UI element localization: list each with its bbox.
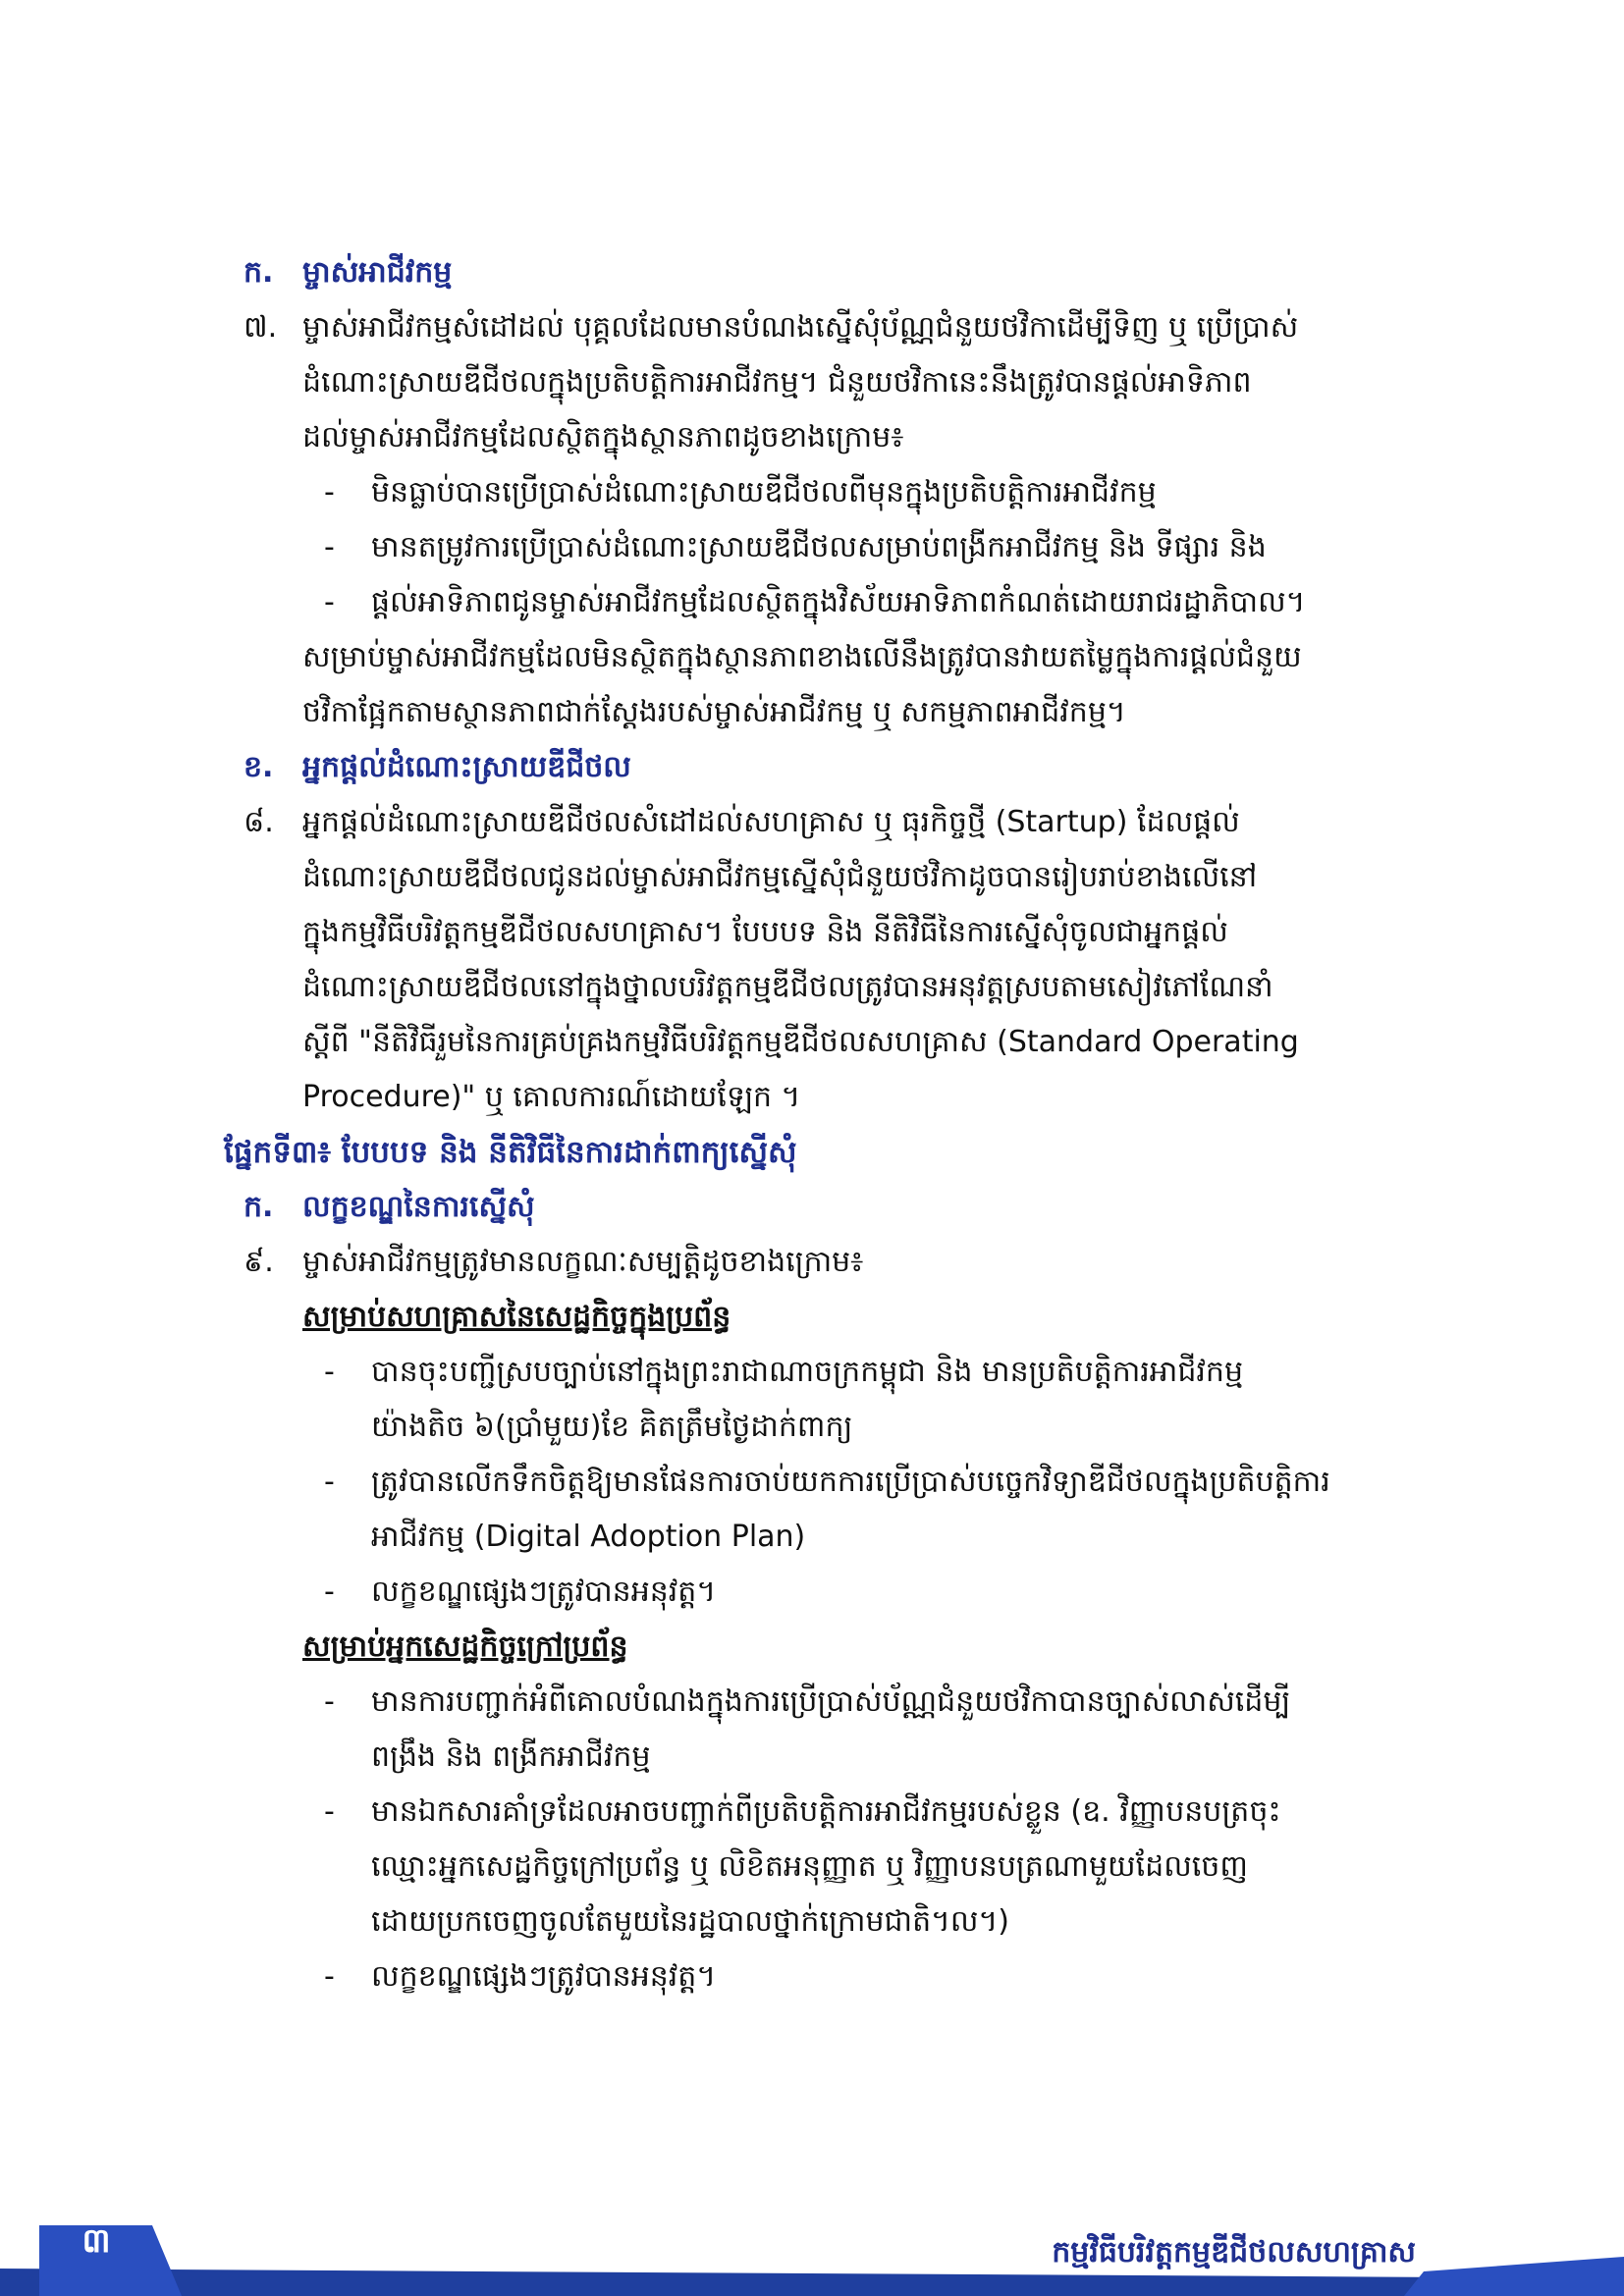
item-marker: ក. (244, 255, 274, 290)
line-text: មិនធ្លាប់បានប្រើប្រាស់ដំណោះស្រាយឌីជីថលពីមុនក្នុងប្រតិបត្តិការអាជីវកម្ម (371, 475, 1157, 509)
item-marker: ៨. (244, 805, 274, 839)
line-text: ស្តីពី "នីតិវិធីរួមនៃការគ្រប់គ្រងកម្មវិធីបរិវត្តកម្មឌីជីថលសហគ្រាស (Standard Operating (302, 1025, 1299, 1059)
document-body (224, 245, 1392, 2004)
line-text: អាជីវកម្ម (Digital Adoption Plan) (371, 1520, 806, 1554)
section-heading (244, 1180, 1392, 1235)
paragraph-line (244, 685, 1392, 740)
item-marker: ក. (244, 1190, 274, 1224)
paragraph-line (244, 1015, 1392, 1070)
numbered-paragraph (244, 795, 1392, 850)
line-text: បានចុះបញ្ជីស្របច្បាប់នៅក្នុងព្រះរាជាណាចក្រកម្ពុជា និង មានប្រតិបត្តិការអាជីវកម្ម (371, 1355, 1244, 1389)
line-text: ដល់ម្ចាស់អាជីវកម្មដែលស្ថិតក្នុងស្ថានភាពដូចខាងក្រោម៖ (302, 420, 904, 454)
line-text: សម្រាប់ម្ចាស់អាជីវកម្មដែលមិនស្ថិតក្នុងស្ថានភាពខាងលើនឹងត្រូវបានវាយតម្លៃក្នុងការផ្តល់ជំនួយ (302, 640, 1302, 674)
line-text: ដំណោះស្រាយឌីជីថលនៅក្នុងថ្នាលបរិវត្តកម្មឌីជីថលត្រូវបានអនុវត្តស្របតាមសៀវភៅណែនាំ (302, 970, 1273, 1004)
line-text: ថវិកាផ្អែកតាមស្ថានភាពជាក់ស្តែងរបស់ម្ចាស់អាជីវកម្ម ឬ សកម្មភាពអាជីវកម្ម។ (302, 695, 1126, 729)
bullet-item (244, 575, 1392, 630)
bullet-marker: - (324, 1684, 335, 1719)
line-text: មានការបញ្ជាក់អំពីគោលបំណងក្នុងការប្រើប្រាស់ប័ណ្ណជំនួយថវិកាបានច្បាស់លាស់ដើម្បី (371, 1684, 1291, 1719)
page-number: ៣ (81, 2221, 111, 2261)
line-text: ដំណោះស្រាយឌីជីថលក្នុងប្រតិបត្តិការអាជីវកម្ម។ ជំនួយថវិកានេះនឹងត្រូវបានផ្តល់អាទិភាព (302, 365, 1252, 400)
section-heading (244, 245, 1392, 300)
bullet-item (244, 1565, 1392, 1620)
bullet-marker: - (324, 530, 335, 564)
line-text: មានតម្រូវការប្រើប្រាស់ដំណោះស្រាយឌីជីថលសម្រាប់ពង្រីកអាជីវកម្ម និង ទីផ្សារ និង (371, 530, 1267, 564)
line-text: អ្នកផ្តល់ដំណោះស្រាយឌីជីថល (302, 750, 631, 784)
paragraph-line (244, 630, 1392, 685)
bullet-continuation (244, 1730, 1392, 1785)
bullet-item (244, 520, 1392, 575)
line-text: Procedure)" ឬ គោលការណ៍ដោយឡែក ។ (302, 1080, 801, 1114)
bullet-continuation (244, 1400, 1392, 1455)
line-text: ម្ចាស់អាជីវកម្មសំដៅដល់ បុគ្គលដែលមានបំណងស្នើសុំប័ណ្ណជំនួយថវិកាដើម្បីទិញ ឬ ប្រើប្រាស់ (302, 310, 1299, 345)
bullet-item (244, 1345, 1392, 1400)
bullet-marker: - (324, 585, 335, 619)
bullet-continuation (244, 1840, 1392, 1895)
numbered-paragraph (244, 1235, 1392, 1290)
bullet-item (244, 1785, 1392, 1840)
numbered-paragraph (244, 300, 1392, 355)
line-text: ម្ចាស់អាជីវកម្ម (302, 255, 453, 290)
item-marker: ៩. (244, 1245, 274, 1279)
bullet-marker: - (324, 1575, 335, 1609)
bullet-item (244, 465, 1392, 520)
line-text: ដំណោះស្រាយឌីជីថលជូនដល់ម្ចាស់អាជីវកម្មស្នើសុំជំនួយថវិកាដូចបានរៀបរាប់ខាងលើនៅ (302, 860, 1258, 894)
bullet-item (244, 1675, 1392, 1730)
subheading (244, 1290, 1392, 1345)
line-text: សម្រាប់អ្នកសេដ្ឋកិច្ចក្រៅប្រព័ន្ធ (302, 1629, 628, 1664)
item-marker: ៧. (244, 310, 278, 345)
line-text: សម្រាប់សហគ្រាសនៃសេដ្ឋកិច្ចក្នុងប្រព័ន្ធ (302, 1300, 731, 1334)
line-text: ដោយប្រកចេញចូលតែមួយនៃរដ្ឋបាលថ្នាក់ក្រោមជាតិ។ល។) (371, 1904, 1009, 1939)
bullet-marker: - (324, 475, 335, 509)
line-text: ម្ចាស់អាជីវកម្មត្រូវមានលក្ខណៈសម្បត្តិដូចខាងក្រោម៖ (302, 1245, 864, 1279)
paragraph-line (244, 410, 1392, 465)
line-text: ផ្តល់អាទិភាពជូនម្ចាស់អាជីវកម្មដែលស្ថិតក្នុងវិស័យអាទិភាពកំណត់ដោយរាជរដ្ឋាភិបាល។ (371, 585, 1306, 619)
paragraph-line (244, 355, 1392, 410)
part-heading (224, 1125, 1392, 1180)
bullet-marker: - (324, 1959, 335, 1994)
line-text: អ្នកផ្តល់ដំណោះស្រាយឌីជីថលសំដៅដល់សហគ្រាស ឬ ធុរកិច្ចថ្មី (Startup) ដែលផ្តល់ (302, 805, 1240, 839)
line-text: ឈ្មោះអ្នកសេដ្ឋកិច្ចក្រៅប្រព័ន្ធ ឬ លិខិតអនុញ្ញាត ឬ វិញ្ញាបនបត្រណាមួយដែលចេញ (371, 1849, 1248, 1884)
line-text: យ៉ាងតិច ៦(ប្រាំមួយ)ខែ គិតត្រឹមថ្ងៃដាក់ពាក្យ (371, 1410, 853, 1444)
line-text: ត្រូវបានលើកទឹកចិត្តឱ្យមានផែនការចាប់យកការប្រើប្រាស់បច្ចេកវិទ្យាឌីជីថលក្នុងប្រតិបត្តិការ (371, 1465, 1330, 1499)
line-text: លក្ខខណ្ឌផ្សេងៗត្រូវបានអនុវត្ត។ (371, 1575, 717, 1609)
section-heading (244, 740, 1392, 795)
subheading (244, 1620, 1392, 1675)
line-text: លក្ខខណ្ឌនៃការស្នើសុំ (302, 1190, 535, 1224)
bullet-marker: - (324, 1794, 335, 1829)
paragraph-line (244, 905, 1392, 960)
line-text: ក្នុងកម្មវិធីបរិវត្តកម្មឌីជីថលសហគ្រាស។ បែបបទ និង នីតិវិធីនៃការស្នើសុំចូលជាអ្នកផ្តល់ (302, 915, 1228, 949)
line-text: លក្ខខណ្ឌផ្សេងៗត្រូវបានអនុវត្ត។ (371, 1959, 717, 1994)
item-marker: ខ. (244, 750, 274, 784)
bullet-marker: - (324, 1355, 335, 1389)
paragraph-line (244, 1070, 1392, 1125)
bullet-item (244, 1455, 1392, 1510)
bullet-marker: - (324, 1465, 335, 1499)
bullet-item (244, 1949, 1392, 2004)
line-text: មានឯកសារគាំទ្រដែលអាចបញ្ជាក់ពីប្រតិបត្តិការអាជីវកម្មរបស់ខ្លួន (ឧ. វិញ្ញាបនបត្រចុះ (371, 1794, 1281, 1829)
line-text: ពង្រឹង និង ពង្រីកអាជីវកម្ម (371, 1739, 651, 1774)
paragraph-line (244, 850, 1392, 905)
paragraph-line (244, 960, 1392, 1015)
bullet-continuation (244, 1895, 1392, 1949)
footer-title: កម្មវិធីបរិវត្តកម្មឌីជីថលសហគ្រាស (1052, 2235, 1416, 2269)
bullet-continuation (244, 1510, 1392, 1565)
line-text: ផ្នែកទី៣៖ បែបបទ និង នីតិវិធីនៃការដាក់ពាក្យស្នើសុំ (224, 1135, 797, 1170)
